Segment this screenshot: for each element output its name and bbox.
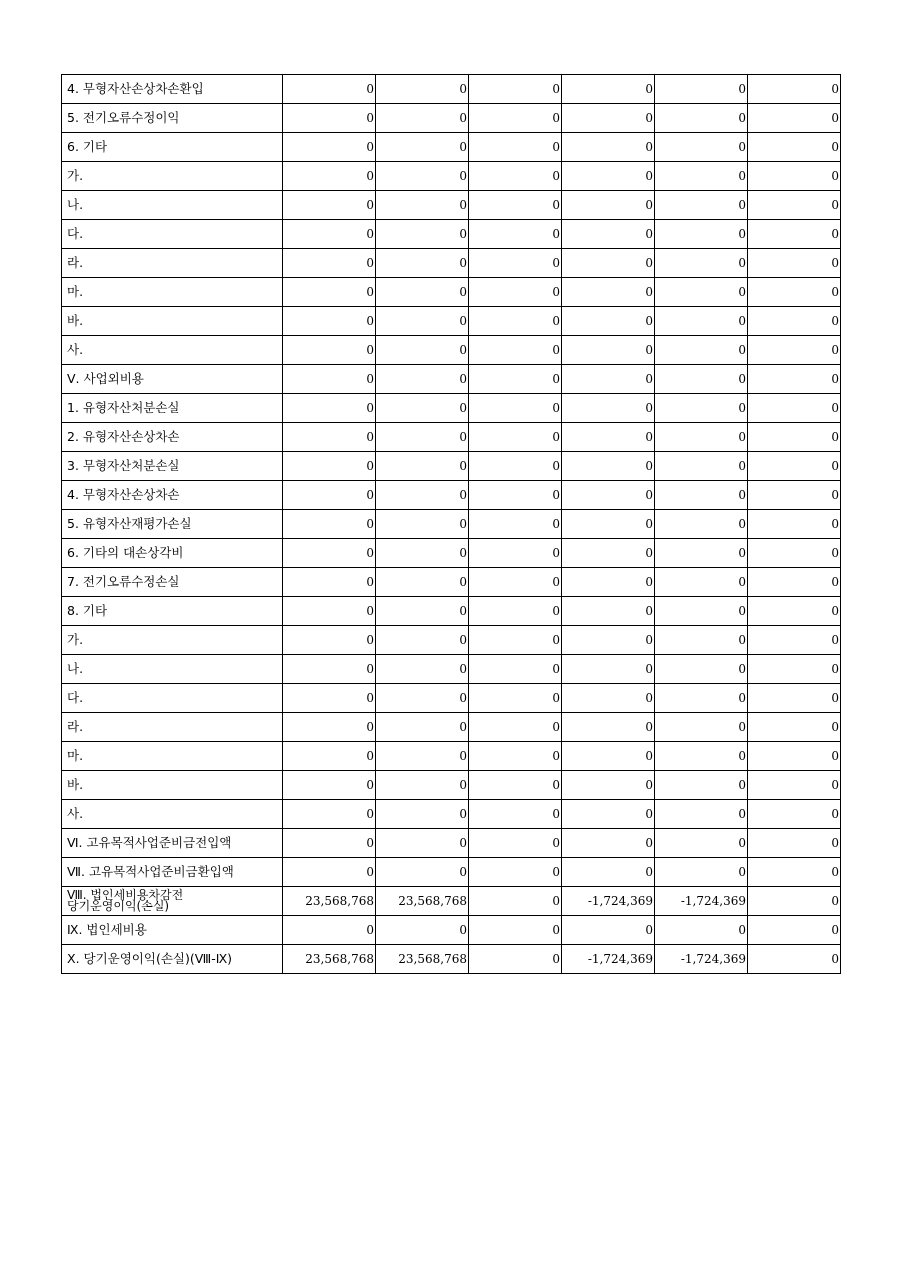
- row-value-col-3: 0: [469, 597, 562, 626]
- row-value-col-2: 0: [376, 539, 469, 568]
- row-label: 바.: [62, 307, 283, 336]
- row-value-col-4: 0: [562, 249, 655, 278]
- table-row: [62, 916, 841, 945]
- row-value-col-1: 0: [283, 626, 376, 655]
- table-row: [62, 858, 841, 887]
- row-value-col-1: 0: [283, 481, 376, 510]
- row-value-col-1: 0: [283, 771, 376, 800]
- row-label: 바.: [62, 771, 283, 800]
- row-value-col-5: 0: [655, 133, 748, 162]
- row-value-col-5: -1,724,369: [655, 945, 748, 974]
- table-body: [62, 75, 841, 974]
- table-row: [62, 75, 841, 104]
- row-value-col-3: 0: [469, 104, 562, 133]
- row-value-col-1: 0: [283, 916, 376, 945]
- row-value-col-6: 0: [748, 713, 841, 742]
- row-value-col-2: 0: [376, 394, 469, 423]
- row-value-col-1: 0: [283, 684, 376, 713]
- row-label-line: Ⅷ. 법인세비용차감전: [67, 888, 184, 902]
- row-value-col-3: 0: [469, 655, 562, 684]
- row-value-col-4: -1,724,369: [562, 887, 655, 916]
- table-row: [62, 568, 841, 597]
- table-row: [62, 104, 841, 133]
- row-label: 나.: [62, 655, 283, 684]
- row-value-col-2: 0: [376, 742, 469, 771]
- row-value-col-3: 0: [469, 626, 562, 655]
- row-value-col-2: 0: [376, 220, 469, 249]
- row-label: Ⅵ. 고유목적사업준비금전입액: [62, 829, 283, 858]
- row-value-col-2: 0: [376, 713, 469, 742]
- row-value-col-3: 0: [469, 162, 562, 191]
- table-row: [62, 365, 841, 394]
- row-value-col-3: 0: [469, 394, 562, 423]
- row-value-col-2: 0: [376, 307, 469, 336]
- row-value-col-4: 0: [562, 191, 655, 220]
- row-label: 6. 기타: [62, 133, 283, 162]
- row-value-col-4: 0: [562, 104, 655, 133]
- row-label: 사.: [62, 336, 283, 365]
- table-row: [62, 713, 841, 742]
- row-value-col-2: 0: [376, 365, 469, 394]
- row-value-col-1: 0: [283, 713, 376, 742]
- row-value-col-3: 0: [469, 713, 562, 742]
- row-value-col-1: 0: [283, 829, 376, 858]
- row-value-col-6: 0: [748, 887, 841, 916]
- row-value-col-4: 0: [562, 162, 655, 191]
- row-value-col-4: 0: [562, 365, 655, 394]
- row-value-col-2: 0: [376, 800, 469, 829]
- table-row: [62, 945, 841, 974]
- row-value-col-1: 0: [283, 858, 376, 887]
- table-row: [62, 481, 841, 510]
- row-value-col-6: 0: [748, 162, 841, 191]
- row-value-col-5: 0: [655, 249, 748, 278]
- row-label: Ⅴ. 사업외비용: [62, 365, 283, 394]
- row-value-col-6: 0: [748, 684, 841, 713]
- row-value-col-5: 0: [655, 278, 748, 307]
- row-value-col-3: 0: [469, 220, 562, 249]
- row-value-col-3: 0: [469, 887, 562, 916]
- row-value-col-6: 0: [748, 394, 841, 423]
- table-row: [62, 800, 841, 829]
- row-value-col-6: 0: [748, 133, 841, 162]
- row-value-col-3: 0: [469, 539, 562, 568]
- row-value-col-6: 0: [748, 191, 841, 220]
- row-value-col-4: 0: [562, 278, 655, 307]
- row-value-col-2: 0: [376, 481, 469, 510]
- table-row: [62, 394, 841, 423]
- row-value-col-1: 0: [283, 249, 376, 278]
- row-value-col-6: 0: [748, 626, 841, 655]
- row-value-col-6: 0: [748, 829, 841, 858]
- table-row: [62, 626, 841, 655]
- row-value-col-5: 0: [655, 858, 748, 887]
- row-value-col-3: 0: [469, 510, 562, 539]
- row-value-col-5: 0: [655, 423, 748, 452]
- row-value-col-5: 0: [655, 104, 748, 133]
- row-value-col-6: 0: [748, 742, 841, 771]
- row-label: 4. 무형자산손상차손환입: [62, 75, 283, 104]
- row-value-col-1: 0: [283, 655, 376, 684]
- row-value-col-3: 0: [469, 568, 562, 597]
- row-value-col-4: 0: [562, 539, 655, 568]
- row-value-col-6: 0: [748, 104, 841, 133]
- row-value-col-5: -1,724,369: [655, 887, 748, 916]
- row-value-col-4: 0: [562, 771, 655, 800]
- row-value-col-3: 0: [469, 481, 562, 510]
- row-value-col-5: 0: [655, 771, 748, 800]
- row-value-col-4: 0: [562, 510, 655, 539]
- row-label: 다.: [62, 220, 283, 249]
- row-value-col-6: 0: [748, 800, 841, 829]
- row-value-col-1: 0: [283, 336, 376, 365]
- row-value-col-4: 0: [562, 75, 655, 104]
- row-value-col-4: 0: [562, 916, 655, 945]
- row-value-col-4: 0: [562, 394, 655, 423]
- row-value-col-3: 0: [469, 336, 562, 365]
- row-label: Ⅸ. 법인세비용: [62, 916, 283, 945]
- row-value-col-2: 0: [376, 249, 469, 278]
- row-value-col-5: 0: [655, 626, 748, 655]
- row-value-col-5: 0: [655, 365, 748, 394]
- row-value-col-4: 0: [562, 626, 655, 655]
- row-value-col-1: 0: [283, 742, 376, 771]
- row-value-col-5: 0: [655, 394, 748, 423]
- table-row: [62, 249, 841, 278]
- row-value-col-2: 0: [376, 829, 469, 858]
- row-value-col-2: 0: [376, 626, 469, 655]
- table-row: [62, 191, 841, 220]
- row-value-col-3: 0: [469, 916, 562, 945]
- row-value-col-3: 0: [469, 829, 562, 858]
- table-row: [62, 452, 841, 481]
- row-label: Ⅶ. 고유목적사업준비금환입액: [62, 858, 283, 887]
- row-value-col-6: 0: [748, 771, 841, 800]
- row-value-col-5: 0: [655, 742, 748, 771]
- row-value-col-5: 0: [655, 655, 748, 684]
- row-value-col-4: 0: [562, 713, 655, 742]
- row-label: 1. 유형자산처분손실: [62, 394, 283, 423]
- row-value-col-4: 0: [562, 133, 655, 162]
- row-label: 가.: [62, 162, 283, 191]
- row-value-col-4: 0: [562, 423, 655, 452]
- row-label: 나.: [62, 191, 283, 220]
- row-value-col-1: 0: [283, 568, 376, 597]
- table-row: [62, 597, 841, 626]
- row-value-col-1: 0: [283, 133, 376, 162]
- row-value-col-1: 0: [283, 510, 376, 539]
- row-value-col-5: 0: [655, 336, 748, 365]
- row-value-col-2: 0: [376, 191, 469, 220]
- row-value-col-2: 0: [376, 75, 469, 104]
- table-row: [62, 829, 841, 858]
- row-value-col-3: 0: [469, 452, 562, 481]
- row-value-col-6: 0: [748, 916, 841, 945]
- row-value-col-5: 0: [655, 75, 748, 104]
- row-value-col-4: 0: [562, 597, 655, 626]
- row-value-col-4: -1,724,369: [562, 945, 655, 974]
- row-value-col-1: 0: [283, 394, 376, 423]
- row-value-col-3: 0: [469, 75, 562, 104]
- row-label: 다.: [62, 684, 283, 713]
- row-value-col-5: 0: [655, 597, 748, 626]
- row-value-col-3: 0: [469, 365, 562, 394]
- table-row: [62, 510, 841, 539]
- row-value-col-5: 0: [655, 481, 748, 510]
- row-value-col-3: 0: [469, 249, 562, 278]
- row-value-col-6: 0: [748, 510, 841, 539]
- row-value-col-1: 0: [283, 307, 376, 336]
- row-value-col-3: 0: [469, 800, 562, 829]
- table-row: [62, 887, 841, 916]
- row-value-col-2: 0: [376, 655, 469, 684]
- row-value-col-6: 0: [748, 307, 841, 336]
- row-value-col-1: 23,568,768: [283, 945, 376, 974]
- row-value-col-3: 0: [469, 858, 562, 887]
- row-value-col-5: 0: [655, 307, 748, 336]
- row-value-col-1: 0: [283, 365, 376, 394]
- row-value-col-3: 0: [469, 684, 562, 713]
- row-value-col-1: 0: [283, 220, 376, 249]
- row-value-col-2: 0: [376, 104, 469, 133]
- financial-statement-sheet: [61, 74, 841, 974]
- table-row: [62, 336, 841, 365]
- table-row: [62, 220, 841, 249]
- row-value-col-2: 0: [376, 423, 469, 452]
- row-value-col-2: 23,568,768: [376, 945, 469, 974]
- table-row: [62, 307, 841, 336]
- row-value-col-5: 0: [655, 568, 748, 597]
- row-value-col-5: 0: [655, 916, 748, 945]
- row-value-col-4: 0: [562, 307, 655, 336]
- row-value-col-6: 0: [748, 945, 841, 974]
- row-value-col-5: 0: [655, 220, 748, 249]
- row-value-col-2: 0: [376, 858, 469, 887]
- row-value-col-6: 0: [748, 481, 841, 510]
- row-value-col-6: 0: [748, 75, 841, 104]
- row-label: 5. 유형자산재평가손실: [62, 510, 283, 539]
- row-value-col-2: 0: [376, 597, 469, 626]
- row-value-col-1: 0: [283, 278, 376, 307]
- row-value-col-5: 0: [655, 713, 748, 742]
- row-value-col-1: 0: [283, 191, 376, 220]
- row-label: 마.: [62, 278, 283, 307]
- row-value-col-5: 0: [655, 829, 748, 858]
- row-value-col-1: 0: [283, 75, 376, 104]
- table-row: [62, 423, 841, 452]
- row-value-col-2: 0: [376, 162, 469, 191]
- table-row: [62, 742, 841, 771]
- row-value-col-4: 0: [562, 742, 655, 771]
- row-value-col-3: 0: [469, 307, 562, 336]
- row-label: 3. 무형자산처분손실: [62, 452, 283, 481]
- row-label: 라.: [62, 713, 283, 742]
- row-label-line: 당기운영이익(손실): [67, 899, 170, 913]
- row-value-col-6: 0: [748, 365, 841, 394]
- row-value-col-4: 0: [562, 481, 655, 510]
- table-row: [62, 133, 841, 162]
- row-value-col-4: 0: [562, 858, 655, 887]
- row-value-col-3: 0: [469, 945, 562, 974]
- row-value-col-6: 0: [748, 336, 841, 365]
- row-label: 마.: [62, 742, 283, 771]
- table-row: [62, 684, 841, 713]
- row-value-col-1: 0: [283, 423, 376, 452]
- row-value-col-2: 0: [376, 510, 469, 539]
- row-value-col-4: 0: [562, 220, 655, 249]
- row-value-col-6: 0: [748, 539, 841, 568]
- row-value-col-4: 0: [562, 452, 655, 481]
- row-label: 2. 유형자산손상차손: [62, 423, 283, 452]
- row-value-col-2: 0: [376, 133, 469, 162]
- row-value-col-3: 0: [469, 133, 562, 162]
- row-value-col-2: 0: [376, 684, 469, 713]
- row-value-col-6: 0: [748, 249, 841, 278]
- row-value-col-6: 0: [748, 655, 841, 684]
- row-value-col-4: 0: [562, 336, 655, 365]
- row-label: 가.: [62, 626, 283, 655]
- row-value-col-6: 0: [748, 597, 841, 626]
- table-row: [62, 655, 841, 684]
- row-value-col-4: 0: [562, 568, 655, 597]
- row-value-col-2: 0: [376, 278, 469, 307]
- row-value-col-6: 0: [748, 452, 841, 481]
- row-value-col-6: 0: [748, 278, 841, 307]
- row-value-col-2: 0: [376, 916, 469, 945]
- row-label: [62, 887, 283, 916]
- row-value-col-1: 0: [283, 539, 376, 568]
- row-value-col-5: 0: [655, 162, 748, 191]
- row-value-col-1: 0: [283, 104, 376, 133]
- table-row: [62, 162, 841, 191]
- row-value-col-5: 0: [655, 191, 748, 220]
- row-value-col-5: 0: [655, 452, 748, 481]
- row-label: Ⅹ. 당기운영이익(손실)(Ⅷ-Ⅸ): [62, 945, 283, 974]
- row-value-col-6: 0: [748, 220, 841, 249]
- row-value-col-4: 0: [562, 800, 655, 829]
- table-row: [62, 771, 841, 800]
- row-value-col-1: 0: [283, 162, 376, 191]
- row-value-col-3: 0: [469, 423, 562, 452]
- row-value-col-5: 0: [655, 510, 748, 539]
- row-value-col-1: 0: [283, 452, 376, 481]
- row-value-col-5: 0: [655, 800, 748, 829]
- row-value-col-6: 0: [748, 858, 841, 887]
- row-value-col-5: 0: [655, 539, 748, 568]
- row-value-col-1: 0: [283, 597, 376, 626]
- row-label: 8. 기타: [62, 597, 283, 626]
- row-value-col-3: 0: [469, 278, 562, 307]
- row-label: 4. 무형자산손상차손: [62, 481, 283, 510]
- row-label: 5. 전기오류수정이익: [62, 104, 283, 133]
- row-value-col-3: 0: [469, 771, 562, 800]
- row-label: 사.: [62, 800, 283, 829]
- row-label: 라.: [62, 249, 283, 278]
- row-value-col-2: 0: [376, 336, 469, 365]
- row-value-col-3: 0: [469, 742, 562, 771]
- table-row: [62, 539, 841, 568]
- income-statement-table: [61, 74, 841, 974]
- row-value-col-6: 0: [748, 568, 841, 597]
- row-value-col-4: 0: [562, 829, 655, 858]
- row-value-col-5: 0: [655, 684, 748, 713]
- row-value-col-2: 23,568,768: [376, 887, 469, 916]
- table-row: [62, 278, 841, 307]
- row-value-col-2: 0: [376, 771, 469, 800]
- row-value-col-1: 23,568,768: [283, 887, 376, 916]
- row-value-col-4: 0: [562, 684, 655, 713]
- row-value-col-6: 0: [748, 423, 841, 452]
- row-value-col-4: 0: [562, 655, 655, 684]
- row-label: 6. 기타의 대손상각비: [62, 539, 283, 568]
- row-value-col-3: 0: [469, 191, 562, 220]
- row-value-col-1: 0: [283, 800, 376, 829]
- row-value-col-2: 0: [376, 452, 469, 481]
- row-value-col-2: 0: [376, 568, 469, 597]
- row-label: 7. 전기오류수정손실: [62, 568, 283, 597]
